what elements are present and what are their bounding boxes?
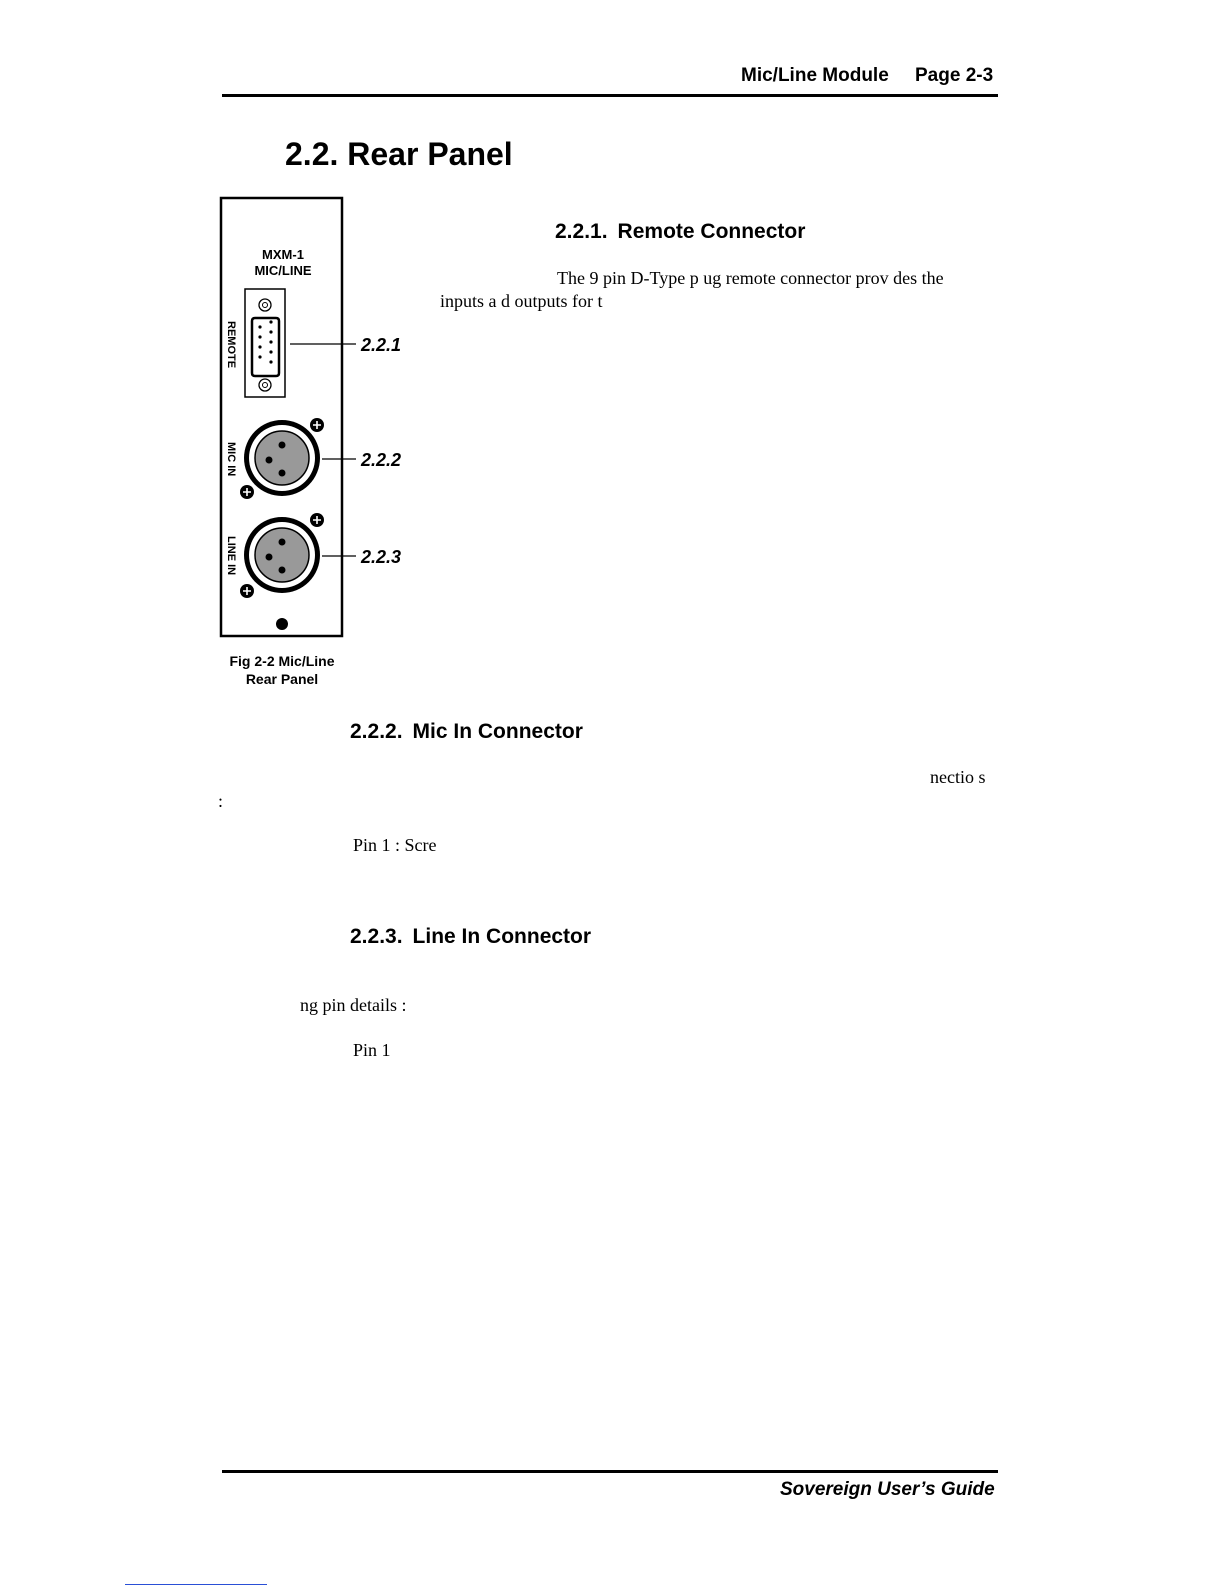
panel-model-label: MXM-1 — [262, 247, 304, 262]
d-sub-shell-icon — [252, 318, 279, 376]
line-in-body-fragment1: ng pin details : — [300, 995, 407, 1015]
subsection-mic-in-number: 2.2.2. — [350, 720, 403, 743]
figure-caption-line1: Fig 2-2 Mic/Line — [229, 653, 335, 669]
header-section-title: Mic/Line Module — [741, 65, 889, 86]
line-in-xlr-icon — [244, 517, 320, 593]
subsection-line-in-title: Line In Connector — [412, 925, 592, 948]
remote-screw-bottom-icon — [259, 379, 271, 391]
callout-2-2-2: 2.2.2 — [361, 450, 402, 470]
subsection-remote-heading — [555, 220, 805, 244]
section-title: 2.2. Rear Panel — [285, 136, 513, 172]
line-in-label: LINE IN — [225, 536, 237, 576]
subsection-mic-in-heading — [350, 720, 583, 744]
mic-in-screw-top-icon — [310, 418, 324, 432]
figure-caption — [222, 652, 342, 688]
header-page-number: Page 2-3 — [915, 65, 994, 86]
line-in-screw-bottom-icon — [240, 584, 254, 598]
header-rule — [222, 94, 998, 97]
mic-in-body-fragment1: nectio s — [930, 767, 986, 787]
line-in-pin-line: Pin 1 — [353, 1040, 391, 1060]
rear-panel-figure — [212, 190, 422, 650]
line-in-screw-top-icon — [310, 513, 324, 527]
subsection-remote-number: 2.2.1. — [555, 220, 608, 243]
figure-caption-line2: Rear Panel — [245, 671, 319, 687]
mic-in-pin-line: Pin 1 : Scre — [353, 835, 437, 855]
footer-guide-title: Sovereign User’s Guide — [780, 1479, 995, 1500]
remote-screw-top-icon — [259, 299, 271, 311]
callout-2-2-1: 2.2.1 — [361, 335, 402, 355]
mic-in-label: MIC IN — [225, 442, 237, 477]
subsection-remote-title: Remote Connector — [617, 220, 806, 243]
panel-type-label: MIC/LINE — [254, 263, 312, 278]
callout-2-2-3: 2.2.3 — [361, 547, 402, 567]
subsection-line-in-number: 2.2.3. — [350, 925, 403, 948]
panel-mounting-hole-icon — [276, 618, 288, 630]
footer-rule — [222, 1470, 998, 1473]
mic-in-screw-bottom-icon — [240, 485, 254, 499]
mic-in-xlr-icon — [244, 420, 320, 496]
remote-label: REMOTE — [225, 321, 237, 369]
subsection-line-in-heading — [350, 925, 591, 949]
remote-body-line2: inputs a d outputs for t — [440, 291, 603, 311]
remote-body-line1: The 9 pin D-Type p ug remote connector prov des the — [557, 268, 944, 288]
subsection-mic-in-title: Mic In Connector — [412, 720, 583, 743]
mic-in-body-fragment2: : — [218, 791, 224, 811]
